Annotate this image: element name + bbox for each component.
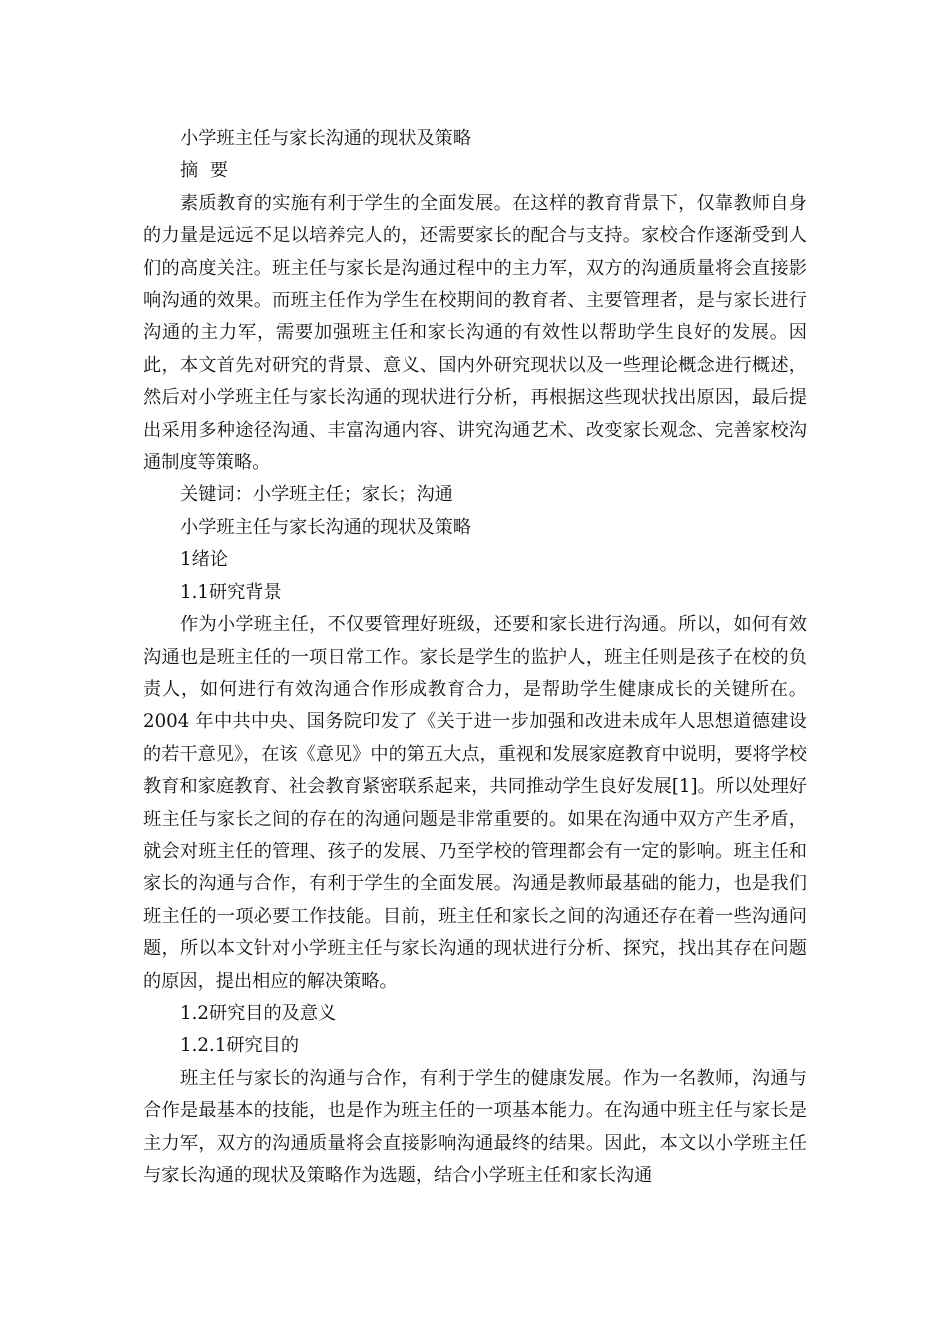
document-title-repeat: 小学班主任与家长沟通的现状及策略 — [180, 516, 472, 538]
keywords-line: 关键词：小学班主任；家长；沟通 — [180, 484, 453, 506]
abstract-heading: 摘 要 — [180, 160, 228, 182]
section-heading-1-1: 1.1研究背景 — [180, 581, 282, 603]
purpose-paragraph: 班主任与家长的沟通与合作，有利于学生的健康发展。作为一名教师，沟通与合作是最基本的技能，也是作为班主任的一项基本能力。在沟通中班主任与家长是主力军，双方的沟通质量将会直接影响沟通最终的结果。因此，本文以小学班主任与家长沟通的现状及策略作为选题，结合小学班主任和家长沟通 — [143, 1067, 807, 1186]
abstract-paragraph: 素质教育的实施有利于学生的全面发展。在这样的教育背景下，仅靠教师自身的力量是远远不足以培养完人的，还需要家长的配合与支持。家校合作逐渐受到人们的高度关注。班主任与家长是沟通过程中的主力军，双方的沟通质量将会直接影响沟通的效果。而班主任作为学生在校期间的教育者、主要管理者，是与家长进行沟通的主力军，需要加强班主任和家长沟通的有效性以帮助学生良好的发展。因此，本文首先对研究的背景、意义、国内外研究现状以及一些理论概念进行概述，然后对小学班主任与家长沟通的现状进行分析，再根据这些现状找出原因，最后提出采用多种途径沟通、丰富沟通内容、讲究沟通艺术、改变家长观念、完善家校沟通制度等策略。 — [143, 192, 807, 474]
section-heading-1-2: 1.2研究目的及意义 — [180, 1002, 337, 1024]
document-title: 小学班主任与家长沟通的现状及策略 — [180, 128, 472, 149]
section-heading-1: 1绪论 — [180, 549, 228, 571]
background-paragraph: 作为小学班主任，不仅要管理好班级，还要和家长进行沟通。所以，如何有效沟通也是班主任的一项日常工作。家长是学生的监护人，班主任则是孩子在校的负责人，如何进行有效沟通合作形成教育合力，是帮助学生健康成长的关键所在。2004 年中共中央、国务院印发了《关于进一步加强和改进未成年人思想道德建设的若干意见》，在该《意见》中的第五大点，重视和发展家庭教育中说明，要将学校教育和家庭教育、社会教育紧密联系起来，共同推动学生良好发展[1]。所以处理好班主任与家长之间的存在的沟通问题是非常重要的。如果在沟通中双方产生矛盾，就会对班主任的管理、孩子的发展、乃至学校的管理都会有一定的影响。班主任和家长的沟通与合作，有利于学生的全面发展。沟通是教师最基础的能力，也是我们班主任的一项必要工作技能。目前，班主任和家长之间的沟通还存在着一些沟通问题，所以本文针对小学班主任与家长沟通的现状进行分析、探究，找出其存在问题的原因，提出相应的解决策略。 — [143, 614, 807, 992]
section-heading-1-2-1: 1.2.1研究目的 — [180, 1035, 300, 1057]
